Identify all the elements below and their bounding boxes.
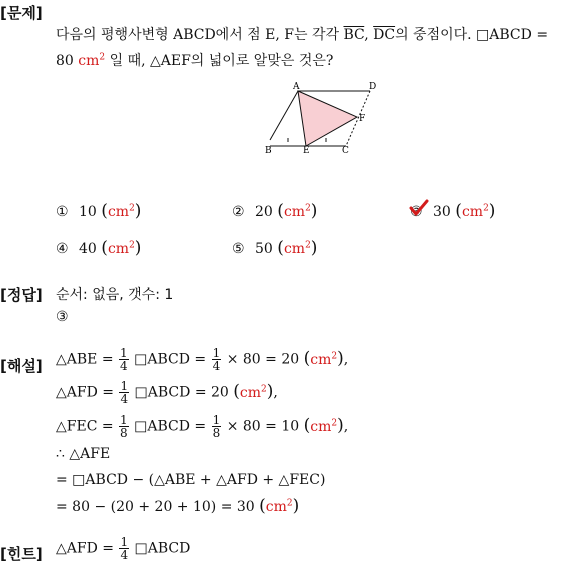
checkmark-icon	[409, 199, 429, 217]
explanation-line-2: △AFD = $\frac{1}{4}$ □ABCD = 20 $(cm^2)$,	[56, 379, 278, 406]
choice-5-num: ⑤	[232, 241, 245, 257]
choice-4[interactable]: ④ 40 $(cm^2)$	[56, 238, 142, 258]
choice-4-num: ④	[56, 241, 69, 257]
triangle-aef	[298, 91, 357, 146]
question-line-1	[56, 24, 548, 44]
choice-1-unit: $cm^2$	[107, 203, 135, 220]
area-value: 80	[56, 53, 74, 69]
fraction-1-4: $\frac{1}{4}$	[120, 346, 128, 373]
question-label: [문제]	[0, 4, 43, 22]
choice-3[interactable]: ③ 30 $(cm^2)$	[410, 201, 496, 221]
choice-5-unit: $cm^2$	[283, 240, 311, 257]
fraction-1-8-b: $\frac{1}{8}$	[212, 413, 221, 440]
question-text-2: 의 중점이다. □ABCD =	[395, 27, 549, 43]
side-ab	[270, 91, 298, 140]
choice-4-value: 40	[79, 241, 97, 257]
choice-5[interactable]: ⑤ 50 $(cm^2)$	[232, 238, 318, 258]
question-text-1: 다음의 평행사변형 ABCD에서 점 E, F는 각각	[56, 27, 344, 43]
choice-3-unit: $cm^2$	[461, 203, 489, 220]
choice-2[interactable]: ② 20 $(cm^2)$	[232, 201, 318, 221]
fraction-1-8: $\frac{1}{8}$	[120, 413, 128, 440]
explanation-line-5: = □ABCD − (△ABE + △AFD + △FEC)	[56, 472, 326, 488]
fraction-1-4-c: $\frac{1}{4}$	[120, 379, 129, 406]
choice-1-value: 10	[79, 204, 97, 220]
choice-1[interactable]: ① 10 $(cm^2)$	[56, 201, 142, 221]
answer-line-1: 순서: 없음, 갯수: 1	[56, 287, 174, 303]
choice-5-value: 50	[255, 241, 273, 257]
hint-label: [힌트]	[0, 545, 43, 563]
explanation-line-4: ∴ △AFE	[56, 446, 111, 462]
point-b: B	[265, 146, 272, 155]
explanation-line-6: = 80 − (20 + 20 + 10) = 30 $(cm^2)$	[56, 496, 300, 516]
choice-2-num: ②	[232, 204, 245, 220]
choice-4-unit: $cm^2$	[107, 240, 135, 257]
choice-3-num: ③	[410, 204, 423, 220]
choice-2-unit: $cm^2$	[283, 203, 311, 220]
point-f: F	[359, 114, 366, 124]
answer-line-2: ③	[56, 309, 69, 325]
answer-label: [정답]	[0, 286, 43, 304]
segment-dc: $\overline{DC}$	[373, 27, 396, 43]
hint-line: △AFD = $\frac{1}{4}$ □ABCD	[56, 535, 191, 562]
question-sep: ,	[364, 27, 374, 43]
point-e: E	[303, 146, 310, 155]
choice-3-value: 30	[433, 204, 451, 220]
explanation-label: [해설]	[0, 357, 43, 375]
question-text-3: 일 때, △AEF의 넓이로 알맞은 것은?	[109, 53, 334, 69]
point-d: D	[369, 82, 377, 92]
unit-cm: $cm^2$	[78, 52, 106, 69]
fraction-1-4-b: $\frac{1}{4}$	[212, 346, 221, 373]
choice-2-value: 20	[255, 204, 273, 220]
point-c: C	[342, 146, 349, 155]
point-a: A	[293, 82, 300, 92]
question-line-2	[56, 50, 333, 70]
fraction-hint: $\frac{1}{4}$	[120, 535, 129, 562]
explanation-line-1: △ABE = $\frac{1}{4}$ □ABCD = $\frac{1}{4}$ × 80 = 20 $(cm^2)$,	[56, 346, 349, 373]
choice-1-num: ①	[56, 204, 69, 220]
parallelogram-figure	[262, 80, 382, 155]
segment-bc: $\overline{BC}$	[343, 27, 365, 43]
explanation-line-3: △FEC = $\frac{1}{8}$ □ABCD = $\frac{1}{8}$ × 80 = 10 $(cm^2)$,	[56, 413, 349, 440]
